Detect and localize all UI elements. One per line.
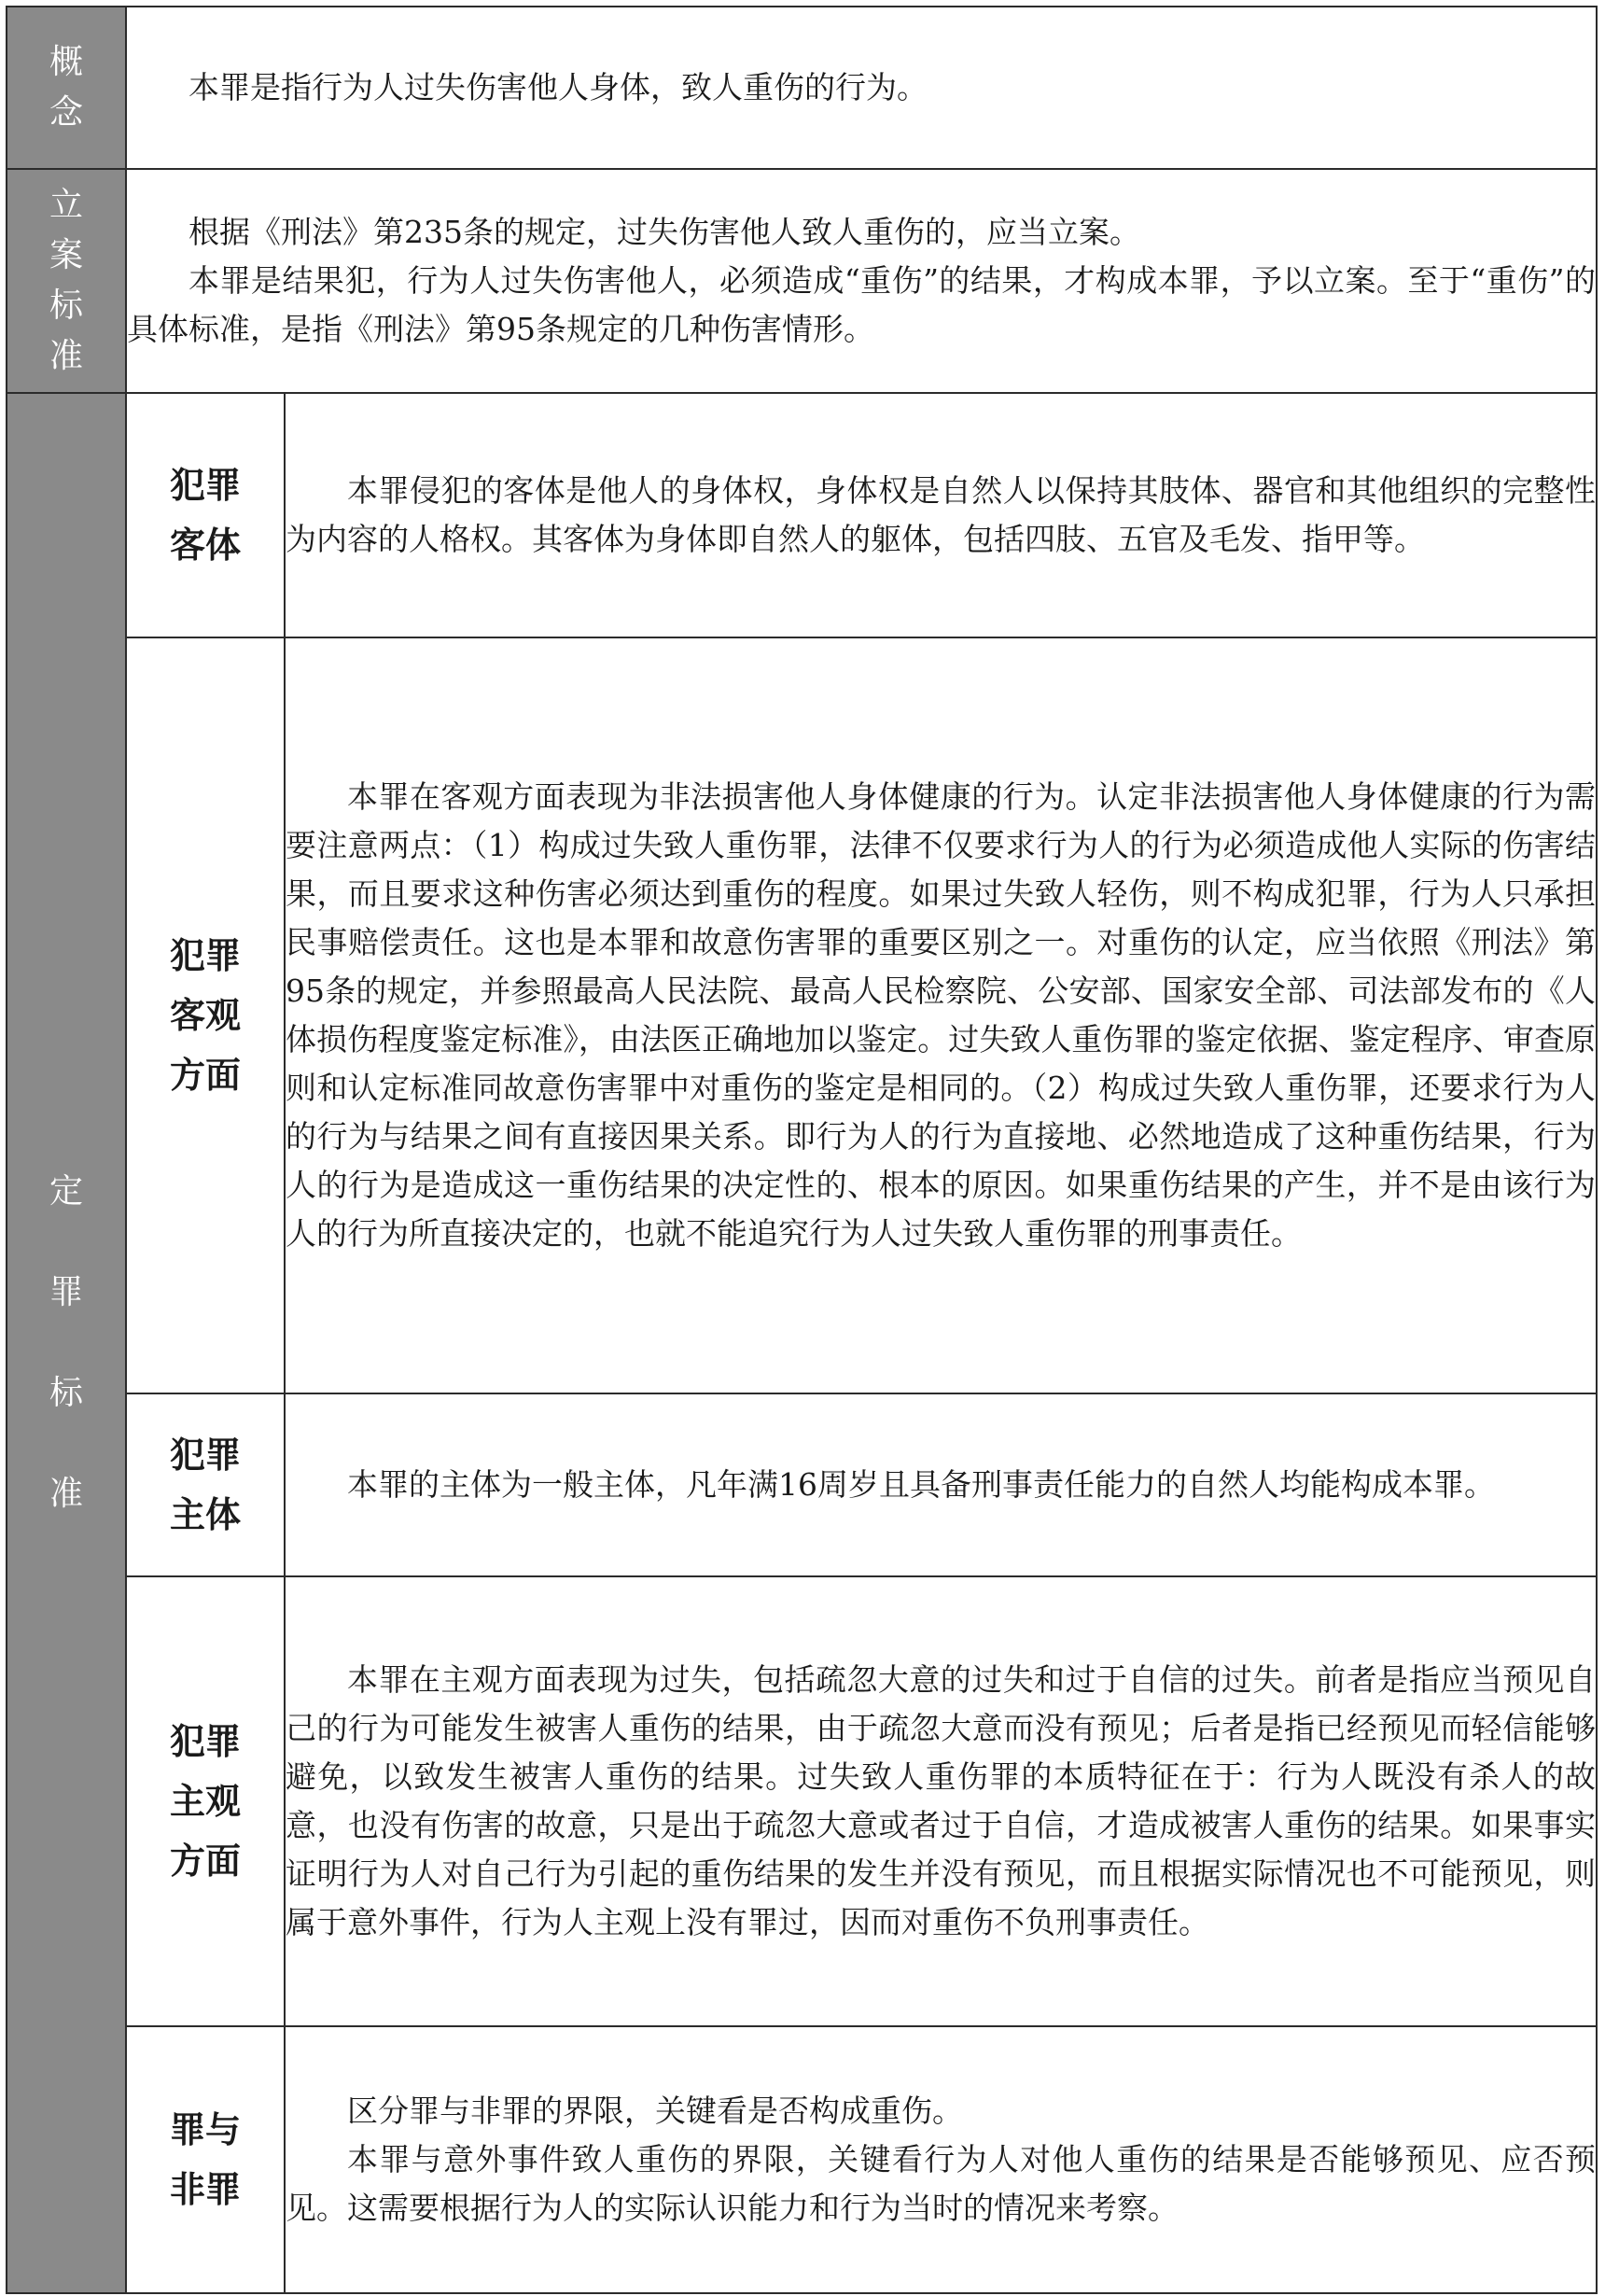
conviction-standard-label: 定 罪 标 准: [7, 393, 126, 2293]
crime-standards-table: [6, 6, 1598, 2294]
section-content-object: [285, 393, 1597, 637]
concept-content: [126, 7, 1597, 169]
concept-label: 概 念: [7, 7, 126, 169]
paragraph: 本罪在主观方面表现为过失，包括疏忽大意的过失和过于自信的过失。前者是指应当预见自己的行为可能发生被害人重伤的结果，由于疏忽大意而没有预见；后者是指已经预见而轻信能够避免，以致发生被害人重伤的结果。过失致人重伤罪的本质特征在于：行为人既没有杀人的故意，也没有伤害的故意，只是出于疏忽大意或者过于自信，才造成被害人重伤的结果。如果事实证明行为人对自己行为引起的重伤结果的发生并没有预见，而且根据实际情况也不可能预见，则属于意外事件，行为人主观上没有罪过，因而对重伤不负刑事责任。: [286, 1661, 1596, 1940]
section-row-subjective-aspect: [7, 1576, 1597, 2026]
paragraph: 本罪是结果犯，行为人过失伤害他人，必须造成“重伤”的结果，才构成本罪，予以立案。至于“重伤”的具体标准，是指《刑法》第95条规定的几种伤害情形。: [127, 262, 1596, 347]
section-row-object: [7, 393, 1597, 637]
filing-standard-content: [126, 169, 1597, 393]
filing-standard-label: 立 案 标 准: [7, 169, 126, 393]
paragraph: 区分罪与非罪的界限，关键看是否构成重伤。: [347, 2093, 963, 2129]
section-title-subjective-aspect: 犯罪 主观 方面: [126, 1576, 285, 2026]
section-content-subject: [285, 1393, 1597, 1576]
paragraph: 本罪在客观方面表现为非法损害他人身体健康的行为。认定非法损害他人身体健康的行为需要注意两点：（1）构成过失致人重伤罪，法律不仅要求行为人的行为必须造成他人实际的伤害结果，而且要求这种伤害必须达到重伤的程度。如果过失致人轻伤，则不构成犯罪，行为人只承担民事赔偿责任。这也是本罪和故意伤害罪的重要区别之一。对重伤的认定，应当依照《刑法》第95条的规定，并参照最高人民法院、最高人民检察院、公安部、国家安全部、司法部发布的《人体损伤程度鉴定标准》，由法医正确地加以鉴定。过失致人重伤罪的鉴定依据、鉴定程序、审查原则和认定标准同故意伤害罪中对重伤的鉴定是相同的。（2）构成过失致人重伤罪，还要求行为人的行为与结果之间有直接因果关系。即行为人的行为直接地、必然地造成了这种重伤结果，行为人的行为是造成这一重伤结果的决定性的、根本的原因。如果重伤结果的产生，并不是由该行为人的行为所直接决定的，也就不能追究行为人过失致人重伤罪的刑事责任。: [286, 778, 1596, 1252]
section-content-subjective-aspect: [285, 1576, 1597, 2026]
section-row-crime-vs-noncrime: [7, 2026, 1597, 2293]
paragraph: 本罪与意外事件致人重伤的界限，关键看行为人对他人重伤的结果是否能够预见、应否预见。这需要根据行为人的实际认识能力和行为当时的情况来考察。: [286, 2141, 1596, 2226]
section-title-objective-aspect: 犯罪 客观 方面: [126, 637, 285, 1393]
section-title-object: 犯罪 客体: [126, 393, 285, 637]
paragraph: 本罪的主体为一般主体，凡年满16周岁且具备刑事责任能力的自然人均能构成本罪。: [347, 1466, 1495, 1503]
filing-standard-row: [7, 169, 1597, 393]
section-content-crime-vs-noncrime: [285, 2026, 1597, 2293]
section-title-subject: 犯罪 主体: [126, 1393, 285, 1576]
section-row-objective-aspect: [7, 637, 1597, 1393]
section-title-crime-vs-noncrime: 罪与 非罪: [126, 2026, 285, 2293]
concept-row: [7, 7, 1597, 169]
section-content-objective-aspect: [285, 637, 1597, 1393]
paragraph: 根据《刑法》第235条的规定，过失伤害他人致人重伤的，应当立案。: [188, 214, 1140, 250]
section-row-subject: [7, 1393, 1597, 1576]
concept-text: 本罪是指行为人过失伤害他人身体，致人重伤的行为。: [188, 69, 928, 105]
paragraph: 本罪侵犯的客体是他人的身体权，身体权是自然人以保持其肢体、器官和其他组织的完整性为内容的人格权。其客体为身体即自然人的躯体，包括四肢、五官及毛发、指甲等。: [286, 472, 1596, 557]
